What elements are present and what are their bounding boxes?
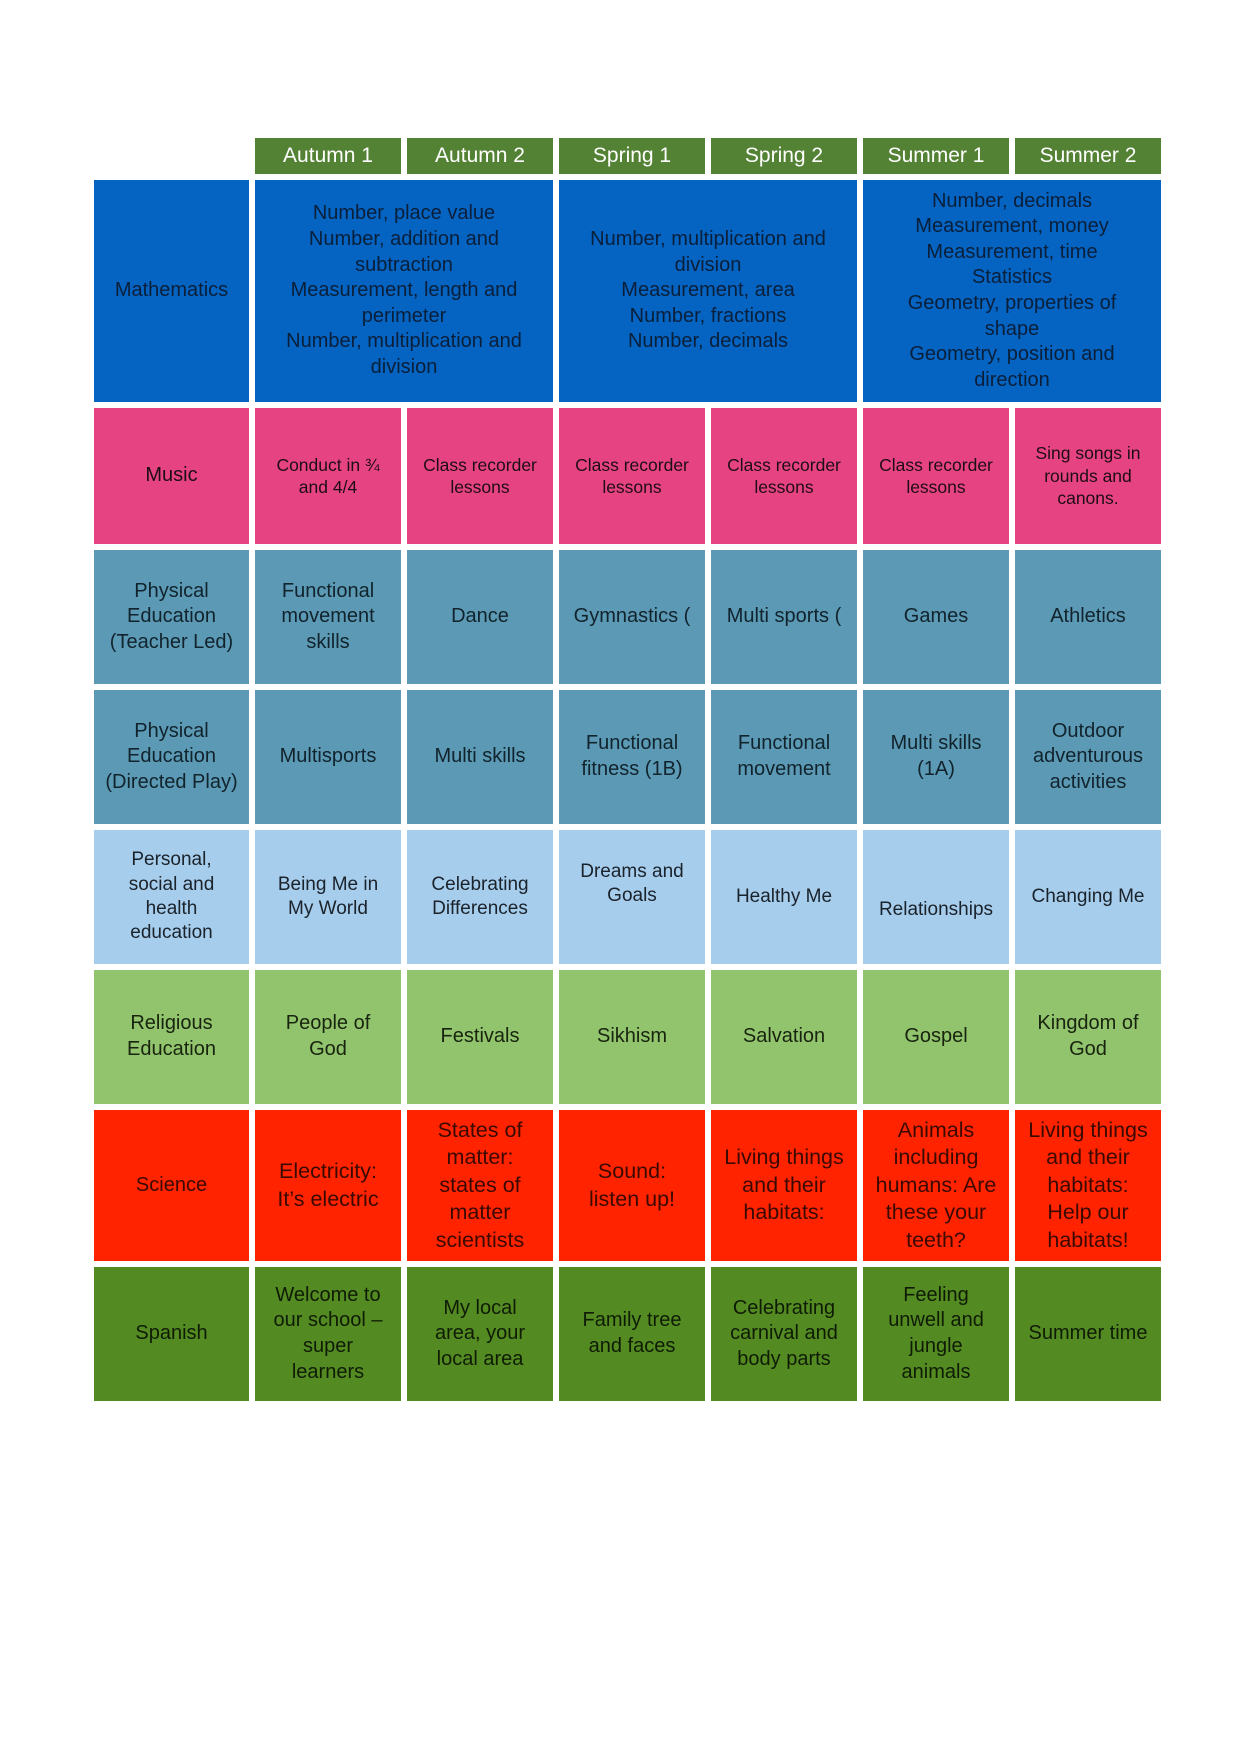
spanish-autumn-2: My local area, your local area (407, 1267, 553, 1401)
science-autumn-1: Electricity: It’s electric (255, 1110, 401, 1261)
spanish-autumn-1: Welcome to our school – super learners (255, 1267, 401, 1401)
pe-teacher-spring-2: Multi sports ( (711, 550, 857, 684)
pe-teacher-autumn-1: Functional movement skills (255, 550, 401, 684)
music-spring-2: Class recorder lessons (711, 408, 857, 544)
pe-teacher-autumn-2: Dance (407, 550, 553, 684)
science-summer-1: Animals including humans: Are these your teeth? (863, 1110, 1009, 1261)
pshe-spring-2: Healthy Me (711, 830, 857, 964)
pe-directed-summer-1: Multi skills (1A) (863, 690, 1009, 824)
pshe-autumn-2: Celebrating Differences (407, 830, 553, 964)
pe-directed-autumn-2: Multi skills (407, 690, 553, 824)
mathematics-summer: Number, decimals Measurement, money Measurement, time Statistics Geometry, properties of shape Geometry, position and direction (863, 180, 1161, 402)
music-autumn-2: Class recorder lessons (407, 408, 553, 544)
header-autumn-2: Autumn 2 (407, 138, 553, 174)
spanish-summer-2: Summer time (1015, 1267, 1161, 1401)
pe-directed-spring-2: Functional movement (711, 690, 857, 824)
music-spring-1: Class recorder lessons (559, 408, 705, 544)
pe-directed-spring-1: Functional fitness (1B) (559, 690, 705, 824)
subject-pe-teacher-led: Physical Education (Teacher Led) (94, 550, 249, 684)
pe-directed-summer-2: Outdoor adventurous activities (1015, 690, 1161, 824)
subject-science: Science (94, 1110, 249, 1261)
mathematics-spring: Number, multiplication and division Measurement, area Number, fractions Number, decimals (559, 180, 857, 402)
re-summer-1: Gospel (863, 970, 1009, 1104)
subject-music: Music (94, 408, 249, 544)
subject-mathematics: Mathematics (94, 180, 249, 402)
header-summer-2: Summer 2 (1015, 138, 1161, 174)
pshe-summer-2: Changing Me (1015, 830, 1161, 964)
science-spring-1: Sound: listen up! (559, 1110, 705, 1261)
re-spring-2: Salvation (711, 970, 857, 1104)
pe-teacher-summer-2: Athletics (1015, 550, 1161, 684)
header-autumn-1: Autumn 1 (255, 138, 401, 174)
science-autumn-2: States of matter: states of matter scientists (407, 1110, 553, 1261)
pe-directed-autumn-1: Multisports (255, 690, 401, 824)
header-spring-2: Spring 2 (711, 138, 857, 174)
re-spring-1: Sikhism (559, 970, 705, 1104)
spanish-summer-1: Feeling unwell and jungle animals (863, 1267, 1009, 1401)
pe-teacher-spring-1: Gymnastics ( (559, 550, 705, 684)
header-spring-1: Spring 1 (559, 138, 705, 174)
subject-pe-directed-play: Physical Education (Directed Play) (94, 690, 249, 824)
pe-teacher-summer-1: Games (863, 550, 1009, 684)
re-autumn-2: Festivals (407, 970, 553, 1104)
pshe-summer-1: Relationships (863, 830, 1009, 964)
pshe-spring-1: Dreams and Goals (559, 830, 705, 964)
re-summer-2: Kingdom of God (1015, 970, 1161, 1104)
header-summer-1: Summer 1 (863, 138, 1009, 174)
science-spring-2: Living things and their habitats: (711, 1110, 857, 1261)
subject-spanish: Spanish (94, 1267, 249, 1401)
subject-religious-education: Religious Education (94, 970, 249, 1104)
science-summer-2: Living things and their habitats: Help our habitats! (1015, 1110, 1161, 1261)
music-summer-1: Class recorder lessons (863, 408, 1009, 544)
subject-pshe: Personal, social and health education (94, 830, 249, 964)
spanish-spring-2: Celebrating carnival and body parts (711, 1267, 857, 1401)
mathematics-autumn: Number, place value Number, addition and subtraction Measurement, length and perimeter Number, multiplication and division (255, 180, 553, 402)
spanish-spring-1: Family tree and faces (559, 1267, 705, 1401)
re-autumn-1: People of God (255, 970, 401, 1104)
music-summer-2: Sing songs in rounds and canons. (1015, 408, 1161, 544)
music-autumn-1: Conduct in ¾ and 4/4 (255, 408, 401, 544)
pshe-autumn-1: Being Me in My World (255, 830, 401, 964)
